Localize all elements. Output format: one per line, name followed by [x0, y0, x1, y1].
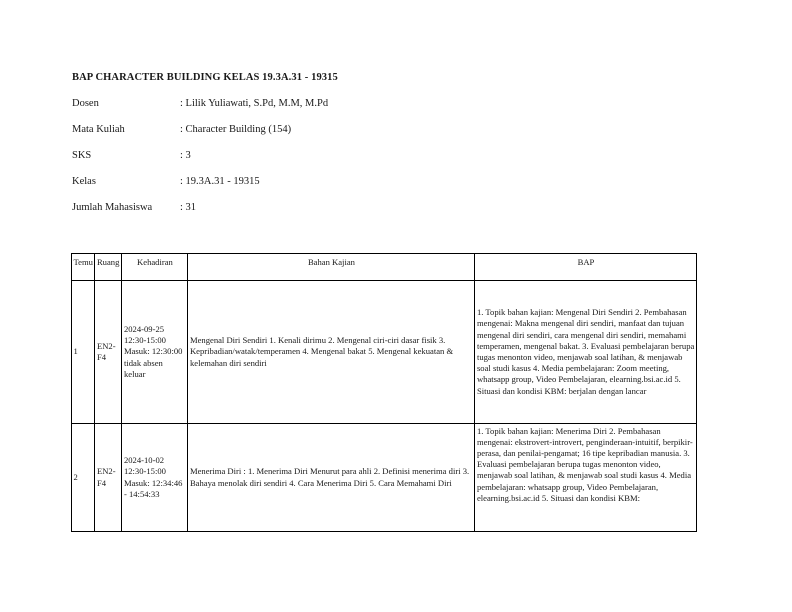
- header-temu: Temu: [72, 254, 95, 281]
- cell-bap: [475, 424, 697, 532]
- info-label-dosen: Dosen: [72, 98, 99, 109]
- info-label-kelas: Kelas: [72, 176, 96, 187]
- info-label-mata-kuliah: Mata Kuliah: [72, 124, 125, 135]
- cell-bahan-kajian: Mengenal Diri Sendiri 1. Kenali dirimu 2. Mengenal ciri-ciri dasar fisik 3. Kepribadian/watak/temperamen 4. Mengenal bakat 5. Mengenal kekuatan & kelemahan diri sendiri: [188, 281, 475, 424]
- cell-ruang: EN2-F4: [95, 424, 122, 532]
- cell-temu: 2: [72, 424, 95, 532]
- header-bahan-kajian: Bahan Kajian: [188, 254, 475, 281]
- cell-kehadiran: 2024-09-25 12:30-15:00 Masuk: 12:30:00 tidak absen keluar: [122, 281, 188, 424]
- cell-bap: [475, 281, 697, 424]
- cell-ruang: EN2-F4: [95, 281, 122, 424]
- info-value-sks: : 3: [180, 150, 191, 161]
- cell-bahan-kajian: Menerima Diri : 1. Menerima Diri Menurut para ahli 2. Definisi menerima diri 3. Bahaya menolak diri sendiri 4. Cara Menerima Diri 5. Cara Memahami Diri: [188, 424, 475, 532]
- info-value-kelas: : 19.3A.31 - 19315: [180, 176, 260, 187]
- info-value-dosen: : Lilik Yuliawati, S.Pd, M.M, M.Pd: [180, 98, 329, 109]
- cell-bap-text: 1. Topik bahan kajian: Mengenal Diri Sendiri 2. Pembahasan mengenai: Makna mengenal diri sendiri, manfaat dan tujuan mengenal diri sendiri, cara mengenal diri sendiri, memahami temperamen, mengenal bakat. 3. Evaluasi pembelajaran berupa tugas menonton video, menjawab soal latihan, & menjawab soal studi kasus 4. Media pembelajaran: Zoom meeting, whatsapp group, Video Pembelajaran, elearning.bsi.ac.id 5. Situasi dan kondisi KBM: berjalan dengan lancar: [476, 307, 695, 396]
- info-value-jumlah-mahasiswa: : 31: [180, 202, 197, 213]
- header-ruang: Ruang: [95, 254, 122, 281]
- cell-bap-text: 1. Topik bahan kajian: Menerima Diri 2. Pembahasan mengenai: ekstrovert-introvert, penginderaan-intuitif, berpikir-perasa, dan penilai-pengamat; 16 tipe kepribadian manusia. 3. Evaluasi pembelajaran berupa tugas menonton video, menjawab soal latihan, & menjawab soal studi kasus 4. Media pembelajaran: whatsapp group, Video Pembelajaran, elearning.bsi.ac.id 5. Situasi dan kondisi KBM:: [476, 425, 693, 503]
- table-row: [72, 281, 697, 424]
- header-bap: BAP: [475, 254, 697, 281]
- document-title: BAP CHARACTER BUILDING KELAS 19.3A.31 - 19315: [72, 72, 338, 83]
- info-label-jumlah-mahasiswa: Jumlah Mahasiswa: [72, 202, 153, 213]
- cell-temu: 1: [72, 281, 95, 424]
- cell-kehadiran: 2024-10-02 12:30-15:00 Masuk: 12:34:46 - 14:54:33: [122, 424, 188, 532]
- info-value-mata-kuliah: : Character Building (154): [180, 124, 292, 135]
- table-row: [72, 424, 697, 532]
- info-label-sks: SKS: [72, 150, 92, 161]
- header-kehadiran: Kehadiran: [122, 254, 188, 281]
- bap-table: [71, 253, 697, 532]
- table-header-row: [72, 254, 697, 281]
